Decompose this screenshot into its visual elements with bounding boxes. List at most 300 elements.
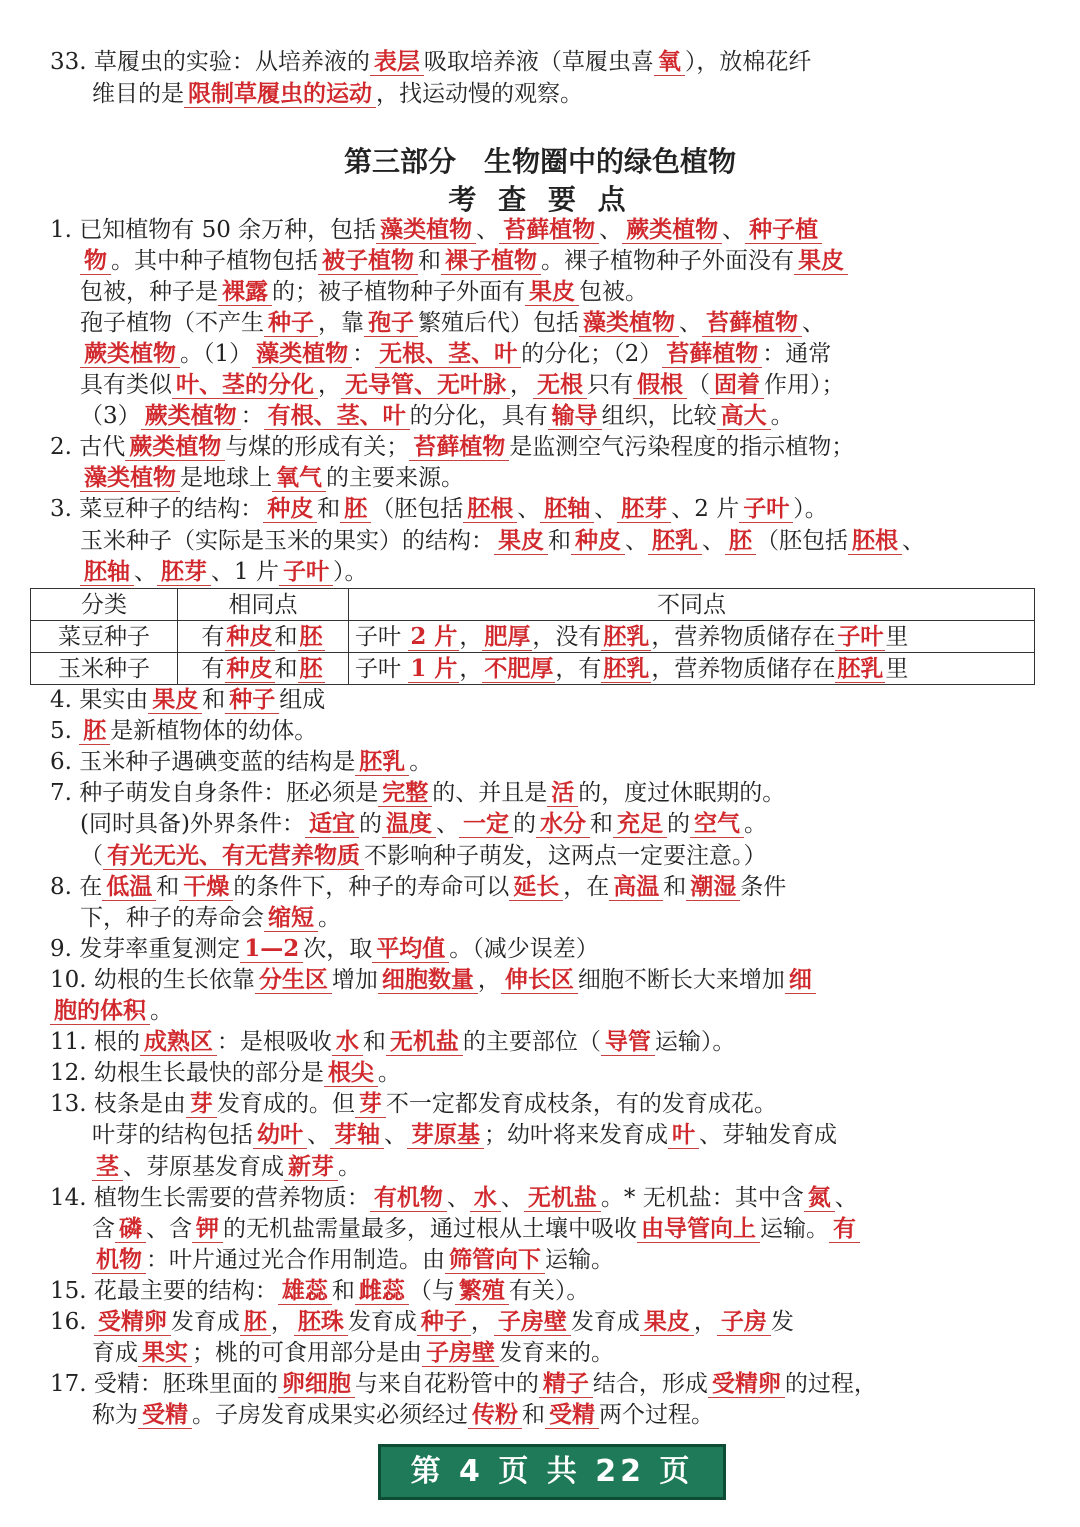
table-cell	[178, 621, 349, 653]
answer-blank: 高大	[717, 402, 771, 430]
answer-blank: 果皮	[525, 278, 579, 306]
text-segment: 和	[156, 873, 180, 900]
text-segment: 发育成	[570, 1309, 640, 1335]
answer-blank: 胚	[340, 495, 371, 523]
text-segment: 。其中种子植物包括	[111, 248, 318, 275]
text-segment: 两个过程。	[599, 1402, 714, 1429]
text-segment: 组织，比较	[601, 403, 717, 430]
answer-blank: 低温	[102, 873, 156, 901]
text-segment: 6. 玉米种子遇碘变蓝的结构是	[50, 749, 356, 776]
text-segment: ，	[470, 1309, 494, 1335]
answer-blank: 孢子	[364, 309, 418, 337]
section-title: 第三部分 生物圈中的绿色植物	[343, 145, 736, 178]
text-segment: 的条件下，种子的寿命可以	[233, 873, 510, 900]
text-segment: 、	[702, 527, 725, 554]
text-segment: 和	[589, 811, 613, 838]
answer-blank: 空气	[690, 810, 744, 838]
text-segment: 、	[476, 217, 500, 243]
text-segment: 玉米种子（实际是玉米的果实）的结构：	[80, 527, 494, 554]
answer-blank: 种子植	[745, 216, 822, 244]
text-segment: 发育成	[170, 1309, 240, 1335]
answer-blank: 有	[829, 1215, 860, 1243]
text-segment: 细胞不断长大来增加	[577, 966, 785, 993]
text-line	[50, 685, 325, 715]
answer-blank: 种子	[225, 686, 279, 714]
answer-blank: 氧气	[272, 464, 326, 492]
answer-blank: 缩短	[264, 904, 318, 932]
text-line	[50, 47, 811, 77]
answer-blank: 子叶	[739, 495, 793, 523]
text-segment: 的；被子植物种子外面有	[272, 279, 525, 306]
text-line	[50, 872, 786, 902]
text-segment: 不影响种子萌发，这两点一定要注意。）	[364, 842, 767, 869]
text-segment: 运输。	[545, 1246, 614, 1273]
text-segment: 的	[666, 811, 690, 838]
text-line	[80, 463, 464, 493]
text-segment: ，营养物质储存在	[651, 655, 836, 682]
answer-blank: 受精	[545, 1401, 599, 1429]
text-line	[80, 246, 848, 276]
text-segment: 的过程，	[784, 1371, 877, 1398]
answer-blank: 苔藓植物	[702, 309, 802, 337]
text-line	[50, 432, 854, 462]
text-segment: 和	[522, 1402, 545, 1429]
answer-blank: 裸子植物	[441, 247, 541, 275]
text-segment: 5.	[50, 718, 80, 745]
answer-blank: 新芽	[284, 1153, 338, 1181]
text-segment: 、	[802, 310, 825, 337]
text-segment: 发	[770, 1309, 794, 1335]
answer-blank: 子房壁	[494, 1308, 571, 1336]
text-segment: 包被。	[579, 279, 648, 306]
text-segment: 、	[500, 1184, 524, 1211]
text-segment: ：叶片通过光合作用制造。由	[146, 1246, 445, 1273]
text-segment: 。	[770, 403, 794, 430]
answer-blank: 芽	[186, 1090, 217, 1118]
answer-blank: 种皮	[263, 495, 317, 523]
answer-blank: 表层	[370, 48, 424, 76]
text-line	[92, 1152, 361, 1182]
text-segment: 菜豆种子	[58, 623, 150, 650]
text-line	[50, 1089, 777, 1119]
answer-blank: 芽	[355, 1090, 386, 1118]
text-segment: （胚包括	[371, 496, 464, 523]
text-segment: 的	[358, 811, 382, 838]
text-segment: 。裸子植物种子外面没有	[541, 248, 794, 275]
answer-blank: 芽原基	[407, 1121, 484, 1149]
text-line	[92, 79, 583, 109]
answer-blank: 温度	[382, 810, 436, 838]
answer-blank: 子叶	[837, 622, 884, 650]
text-segment: 。* 无机盐：其中含	[600, 1184, 804, 1211]
answer-blank: 雌蕊	[355, 1277, 409, 1305]
answer-blank: 子房	[717, 1308, 771, 1336]
text-segment: 里	[885, 655, 909, 682]
text-segment: ，没有	[532, 623, 602, 650]
answer-blank: 延长	[509, 873, 563, 901]
text-line	[50, 716, 317, 746]
text-segment: 运输）。	[654, 1029, 736, 1056]
text-segment: （与	[408, 1277, 455, 1304]
answer-blank: 胚乳	[355, 748, 409, 776]
text-segment: ），放棉花纤	[684, 49, 812, 75]
text-line	[80, 339, 831, 369]
text-line	[50, 965, 816, 995]
answer-blank: 胚根	[463, 495, 517, 523]
text-segment: 是监测空气污染程度的指示植物；	[509, 434, 855, 461]
text-line	[50, 1307, 794, 1337]
text-segment: 、芽轴发育成	[699, 1122, 837, 1149]
answer-blank: 筛管向下	[445, 1246, 545, 1274]
answer-blank: 苔藓植物	[662, 340, 762, 368]
text-segment: 发育成	[347, 1309, 417, 1335]
text-segment: 运输。	[760, 1215, 829, 1242]
answer-blank: 被子植物	[318, 247, 418, 275]
answer-blank: 芽轴	[330, 1121, 384, 1149]
answer-blank: 种子	[264, 309, 318, 337]
text-segment: 繁殖后代）包括	[418, 310, 579, 337]
text-segment: 、	[435, 811, 459, 838]
text-segment: 子叶	[355, 655, 409, 682]
text-segment: 9. 发芽率重复测定	[50, 935, 241, 962]
answer-blank: 完整	[378, 779, 432, 807]
text-segment: 1. 已知植物有 50 余万种，包括	[50, 217, 377, 243]
text-segment: ：通常	[762, 341, 832, 368]
text-segment: 。	[338, 1153, 361, 1180]
text-segment: 和	[274, 623, 298, 650]
answer-blank: 果实	[138, 1339, 192, 1367]
answer-blank: 胚珠	[294, 1308, 348, 1336]
text-segment: （3）	[80, 403, 141, 430]
section-subtitle: 考 查 要 点	[448, 183, 632, 216]
answer-blank: 受精卵	[708, 1370, 785, 1398]
answer-blank: 苔藓植物	[499, 216, 599, 244]
text-segment: 10. 幼根的生长依靠	[50, 966, 255, 993]
text-segment: 、	[517, 496, 541, 523]
text-segment: ：	[240, 403, 264, 430]
text-segment: 和	[663, 873, 687, 900]
text-segment: ，在	[563, 873, 610, 900]
text-segment: ，	[459, 623, 483, 650]
table-cell	[31, 621, 178, 653]
text-segment: ，	[318, 372, 341, 399]
answer-blank: 蕨类植物	[622, 216, 722, 244]
answer-blank: 胚乳	[837, 654, 884, 682]
answer-blank: 活	[547, 779, 578, 807]
text-segment: 叶芽的结构包括	[92, 1122, 253, 1149]
answer-blank: 成熟区	[140, 1028, 217, 1056]
text-segment: 不一定都发育成枝条，有的发育成花。	[385, 1091, 777, 1118]
text-segment: ，	[510, 372, 533, 399]
answer-blank: 胚乳	[603, 622, 650, 650]
text-segment: ；桃的可食用部分是由	[192, 1340, 422, 1367]
answer-blank: 种子	[417, 1308, 471, 1336]
text-segment: 、	[902, 527, 925, 554]
text-segment: 。	[150, 998, 173, 1024]
text-segment: 11. 根的	[50, 1029, 140, 1056]
answer-blank: 果皮	[794, 247, 848, 275]
text-segment: 。	[743, 811, 767, 838]
text-segment: 子叶	[355, 623, 409, 650]
answer-blank: 卵细胞	[278, 1370, 355, 1398]
text-segment: 。	[409, 749, 433, 776]
text-segment: ，营养物质储存在	[651, 623, 836, 650]
table-header-cell: 相同点	[178, 589, 349, 621]
text-line	[80, 370, 845, 400]
table-cell	[349, 653, 1035, 685]
text-line	[80, 809, 767, 839]
answer-blank: 叶	[668, 1121, 699, 1149]
answer-blank: 胚芽	[157, 558, 211, 586]
text-segment: 和	[317, 496, 341, 523]
answer-blank: 无机盐	[386, 1028, 463, 1056]
answer-blank: 物	[80, 247, 111, 275]
text-line	[50, 934, 599, 964]
text-segment: (同时具备)外界条件：	[80, 811, 305, 838]
answer-blank: 导管	[601, 1028, 655, 1056]
text-segment: 维目的是	[92, 81, 184, 107]
text-segment: 、	[722, 217, 746, 243]
answer-blank: 2 片	[410, 622, 458, 650]
answer-blank: 幼叶	[253, 1121, 307, 1149]
text-segment: 、	[446, 1184, 470, 1211]
text-line	[92, 1214, 860, 1244]
text-segment: 、	[307, 1122, 330, 1149]
answer-blank: 限制草履虫的运动	[184, 80, 376, 108]
answer-blank: 蕨类植物	[80, 340, 180, 368]
text-line	[80, 401, 794, 431]
text-segment: 里	[885, 623, 909, 650]
text-segment: 、	[599, 217, 623, 243]
text-line	[80, 903, 341, 933]
answer-blank: 胚	[299, 622, 323, 650]
text-segment: 含	[92, 1215, 115, 1242]
answer-blank: 胚	[299, 654, 323, 682]
text-segment: 。（1）	[180, 341, 253, 368]
text-segment: 2. 古代	[50, 434, 126, 461]
text-line	[92, 1120, 837, 1150]
table-row	[31, 621, 1035, 653]
answer-blank: 潮湿	[686, 873, 740, 901]
text-segment: 的，度过休眠期的。	[578, 780, 786, 807]
table-header-cell: 分类	[31, 589, 178, 621]
text-line	[80, 277, 648, 307]
answer-blank: 高温	[609, 873, 663, 901]
text-line	[92, 1400, 714, 1430]
table-cell	[31, 653, 178, 685]
answer-blank: 充足	[613, 810, 667, 838]
text-segment: 、	[134, 558, 157, 585]
table-cell	[349, 621, 1035, 653]
text-segment: 结合，形成	[592, 1371, 708, 1398]
answer-blank: 氮	[804, 1184, 835, 1212]
answer-blank: 1 片	[410, 654, 458, 682]
text-segment: 次，取	[303, 935, 373, 962]
text-segment: 和	[331, 1277, 355, 1304]
text-segment: ，找运动慢的观察。	[376, 81, 583, 107]
text-segment: 16.	[50, 1309, 94, 1335]
text-segment: 、含	[146, 1215, 192, 1242]
text-segment: 、	[625, 527, 648, 554]
text-segment: 15. 花最主要的结构：	[50, 1277, 278, 1304]
text-segment: 发育来的。	[499, 1340, 614, 1367]
text-line	[50, 747, 432, 777]
text-segment: 、2 片	[671, 496, 740, 523]
text-segment: 。子房发育成果实必须经过	[192, 1402, 468, 1429]
answer-blank: 果皮	[148, 686, 202, 714]
text-segment: 条件	[740, 873, 787, 900]
text-segment: 。	[318, 904, 341, 931]
text-segment: 13. 枝条是由	[50, 1091, 186, 1118]
text-segment: （	[80, 842, 103, 869]
answer-blank: 胚	[240, 1308, 271, 1336]
answer-blank: 肥厚	[484, 622, 531, 650]
text-segment: 孢子植物（不产生	[80, 310, 264, 337]
text-segment: 育成	[92, 1340, 138, 1367]
text-segment: 3. 菜豆种子的结构：	[50, 496, 264, 523]
text-segment: 和	[548, 527, 571, 554]
answer-blank: 子叶	[279, 558, 333, 586]
answer-blank: 无根	[533, 371, 587, 399]
answer-blank: 细胞数量	[378, 966, 478, 994]
text-line	[50, 215, 822, 245]
text-segment: 只有	[587, 372, 633, 399]
text-segment: 增加	[331, 966, 378, 993]
answer-blank: 胞的体积	[50, 997, 150, 1025]
answer-blank: 胚	[725, 527, 756, 555]
text-segment: 作用）；	[764, 372, 845, 399]
text-segment: 33. 草履虫的实验：从培养液的	[50, 49, 370, 75]
text-segment: 12. 幼根生长最快的部分是	[50, 1060, 324, 1087]
answer-blank: 水	[470, 1184, 501, 1212]
text-segment: 和	[418, 248, 441, 275]
answer-blank: 胚轴	[80, 558, 134, 586]
seed-comparison-table	[30, 588, 1035, 685]
answer-blank: 受精	[138, 1401, 192, 1429]
answer-blank: 胚根	[848, 527, 902, 555]
answer-blank: 输导	[548, 402, 602, 430]
text-segment: 、	[384, 1122, 407, 1149]
answer-blank: 水分	[536, 810, 590, 838]
text-segment: 17. 受精：胚珠里面的	[50, 1371, 278, 1398]
answer-blank: 茎	[92, 1153, 123, 1181]
answer-blank: 胚	[79, 717, 110, 745]
text-segment: 、1 片	[211, 558, 279, 585]
text-line	[80, 308, 825, 338]
answer-blank: 不肥厚	[484, 654, 554, 682]
text-segment: 的主要来源。	[326, 465, 464, 492]
answer-blank: 有根、茎、叶	[264, 402, 410, 430]
answer-blank: 钾	[192, 1215, 223, 1243]
text-segment: 、	[594, 496, 618, 523]
answer-blank: 根尖	[324, 1059, 378, 1087]
text-segment: （	[687, 372, 710, 399]
text-segment: 与煤的形成有关；	[225, 434, 410, 461]
answer-blank: 由导管向上	[637, 1215, 760, 1243]
table-cell	[178, 653, 349, 685]
text-segment: ，	[459, 655, 483, 682]
text-segment: 的	[512, 811, 536, 838]
answer-blank: 精子	[539, 1370, 593, 1398]
text-segment: 的分化；（2）	[521, 341, 663, 368]
text-line	[50, 1276, 589, 1306]
text-segment: 14. 植物生长需要的营养物质：	[50, 1184, 370, 1211]
text-line	[92, 1245, 614, 1275]
answer-blank: 子房壁	[422, 1339, 499, 1367]
answer-blank: 有光无光、有无营养物质	[103, 842, 364, 870]
answer-blank: 受精卵	[94, 1308, 171, 1336]
text-segment: 、	[834, 1184, 858, 1211]
answer-blank: 胚芽	[617, 495, 671, 523]
answer-blank: 传粉	[468, 1401, 522, 1429]
text-segment: 称为	[92, 1402, 138, 1429]
text-segment: ：是根吸收	[216, 1029, 332, 1056]
answer-blank: 种皮	[226, 622, 273, 650]
answer-blank: 蕨类植物	[141, 402, 241, 430]
text-segment: 组成	[279, 687, 326, 713]
text-segment: （胚包括	[756, 527, 848, 554]
text-segment: ，	[477, 966, 501, 993]
answer-blank: 种皮	[571, 527, 625, 555]
answer-blank: 果皮	[640, 1308, 694, 1336]
text-segment: 的、并且是	[432, 780, 548, 807]
answer-blank: 胚乳	[648, 527, 702, 555]
answer-blank: 繁殖	[455, 1277, 509, 1305]
text-segment: 的分化，具有	[409, 403, 548, 430]
text-line	[50, 1058, 401, 1088]
text-line	[92, 1338, 614, 1368]
answer-blank: 藻类植物	[252, 340, 352, 368]
answer-blank: 固着	[710, 371, 764, 399]
text-segment: ，	[693, 1309, 717, 1335]
text-line	[50, 996, 173, 1026]
answer-blank: 胚轴	[540, 495, 594, 523]
text-segment: 是新植物体的幼体。	[110, 718, 318, 745]
answer-blank: 蕨类植物	[125, 433, 225, 461]
text-line	[80, 841, 767, 871]
text-segment: 吸取培养液（草履虫喜	[423, 49, 654, 75]
text-segment: 和	[362, 1029, 386, 1056]
answer-blank: 种皮	[226, 654, 273, 682]
answer-blank: 水	[332, 1028, 363, 1056]
text-segment: ）。	[332, 558, 368, 585]
text-segment: 有	[201, 623, 225, 650]
answer-blank: 藻类植物	[579, 309, 679, 337]
answer-blank: 分生区	[255, 966, 332, 994]
text-segment: 具有类似	[80, 372, 172, 399]
answer-blank: 假根	[633, 371, 687, 399]
text-segment: 、芽原基发育成	[123, 1153, 284, 1180]
page-indicator: 第 4 页 共 22 页	[378, 1444, 726, 1500]
text-segment: 和	[202, 687, 226, 713]
text-line	[50, 1183, 858, 1213]
text-segment: 8. 在	[50, 873, 103, 900]
text-segment: ：	[352, 341, 376, 368]
text-segment: 与来自花粉管中的	[354, 1371, 539, 1398]
text-segment: 有	[201, 655, 225, 682]
answer-blank: 藻类植物	[376, 216, 476, 244]
text-segment: 下，种子的寿命会	[80, 904, 264, 931]
text-segment: 7. 种子萌发自身条件：胚必须是	[50, 780, 379, 807]
text-line	[50, 778, 785, 808]
text-segment: ，靠	[318, 310, 364, 337]
text-segment: 有关）。	[508, 1277, 590, 1304]
answer-blank: 胚乳	[603, 654, 650, 682]
text-segment: 是地球上	[180, 465, 272, 492]
text-line	[80, 526, 925, 556]
answer-blank: 平均值	[372, 935, 449, 963]
answer-blank: 雄蕊	[278, 1277, 332, 1305]
